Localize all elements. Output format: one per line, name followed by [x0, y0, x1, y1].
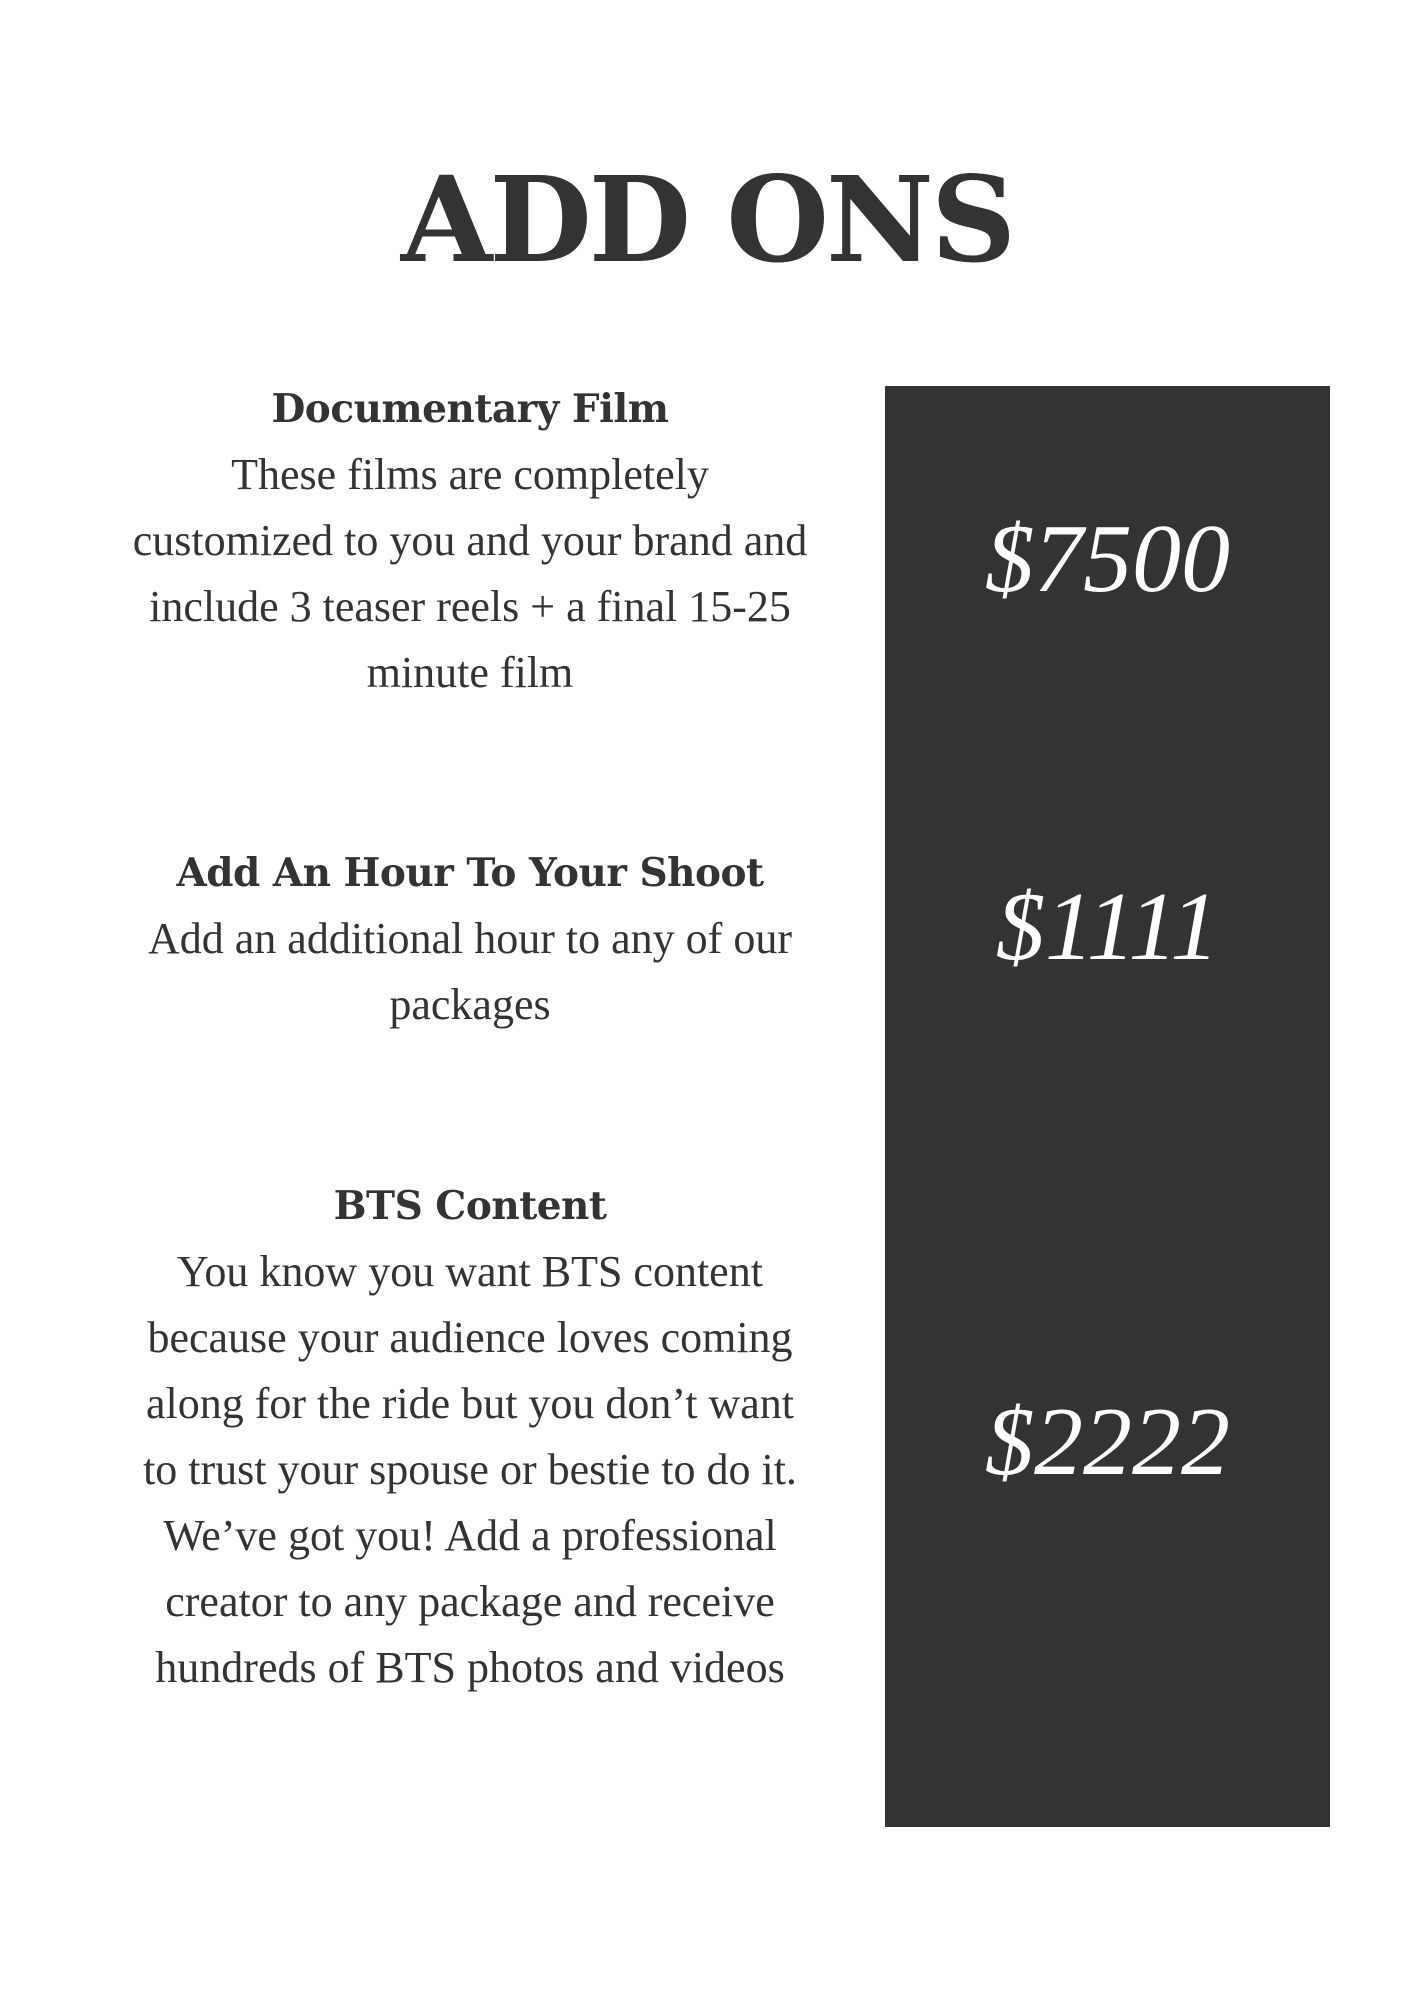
price-extra-hour: $1111: [995, 873, 1220, 981]
addon-title: Documentary Film: [271, 386, 669, 432]
price-documentary-film: $7500: [985, 505, 1230, 613]
page-title: ADD ONS: [400, 150, 1014, 289]
addon-bts-content: [130, 1173, 810, 1701]
price-bts-content: $2222: [985, 1388, 1230, 1496]
addon-description: Add an additional hour to any of our packages: [148, 914, 792, 1029]
price-panel: [885, 386, 1330, 1827]
addon-description: You know you want BTS content because your audience loves coming along for the ride but you don’t want to trust your spouse or bestie to do it. We’ve got you! Add a professional creator to any package and receive hundreds of BTS photos and videos: [143, 1247, 797, 1692]
addon-description: These films are completely customized to you and your brand and include 3 teaser reels + a final 15-25 minute film: [132, 450, 808, 697]
addon-documentary-film: [130, 376, 810, 706]
addon-title: BTS Content: [333, 1183, 607, 1229]
addon-title: Add An Hour To Your Shoot: [176, 850, 764, 896]
addon-extra-hour: [130, 840, 810, 1038]
